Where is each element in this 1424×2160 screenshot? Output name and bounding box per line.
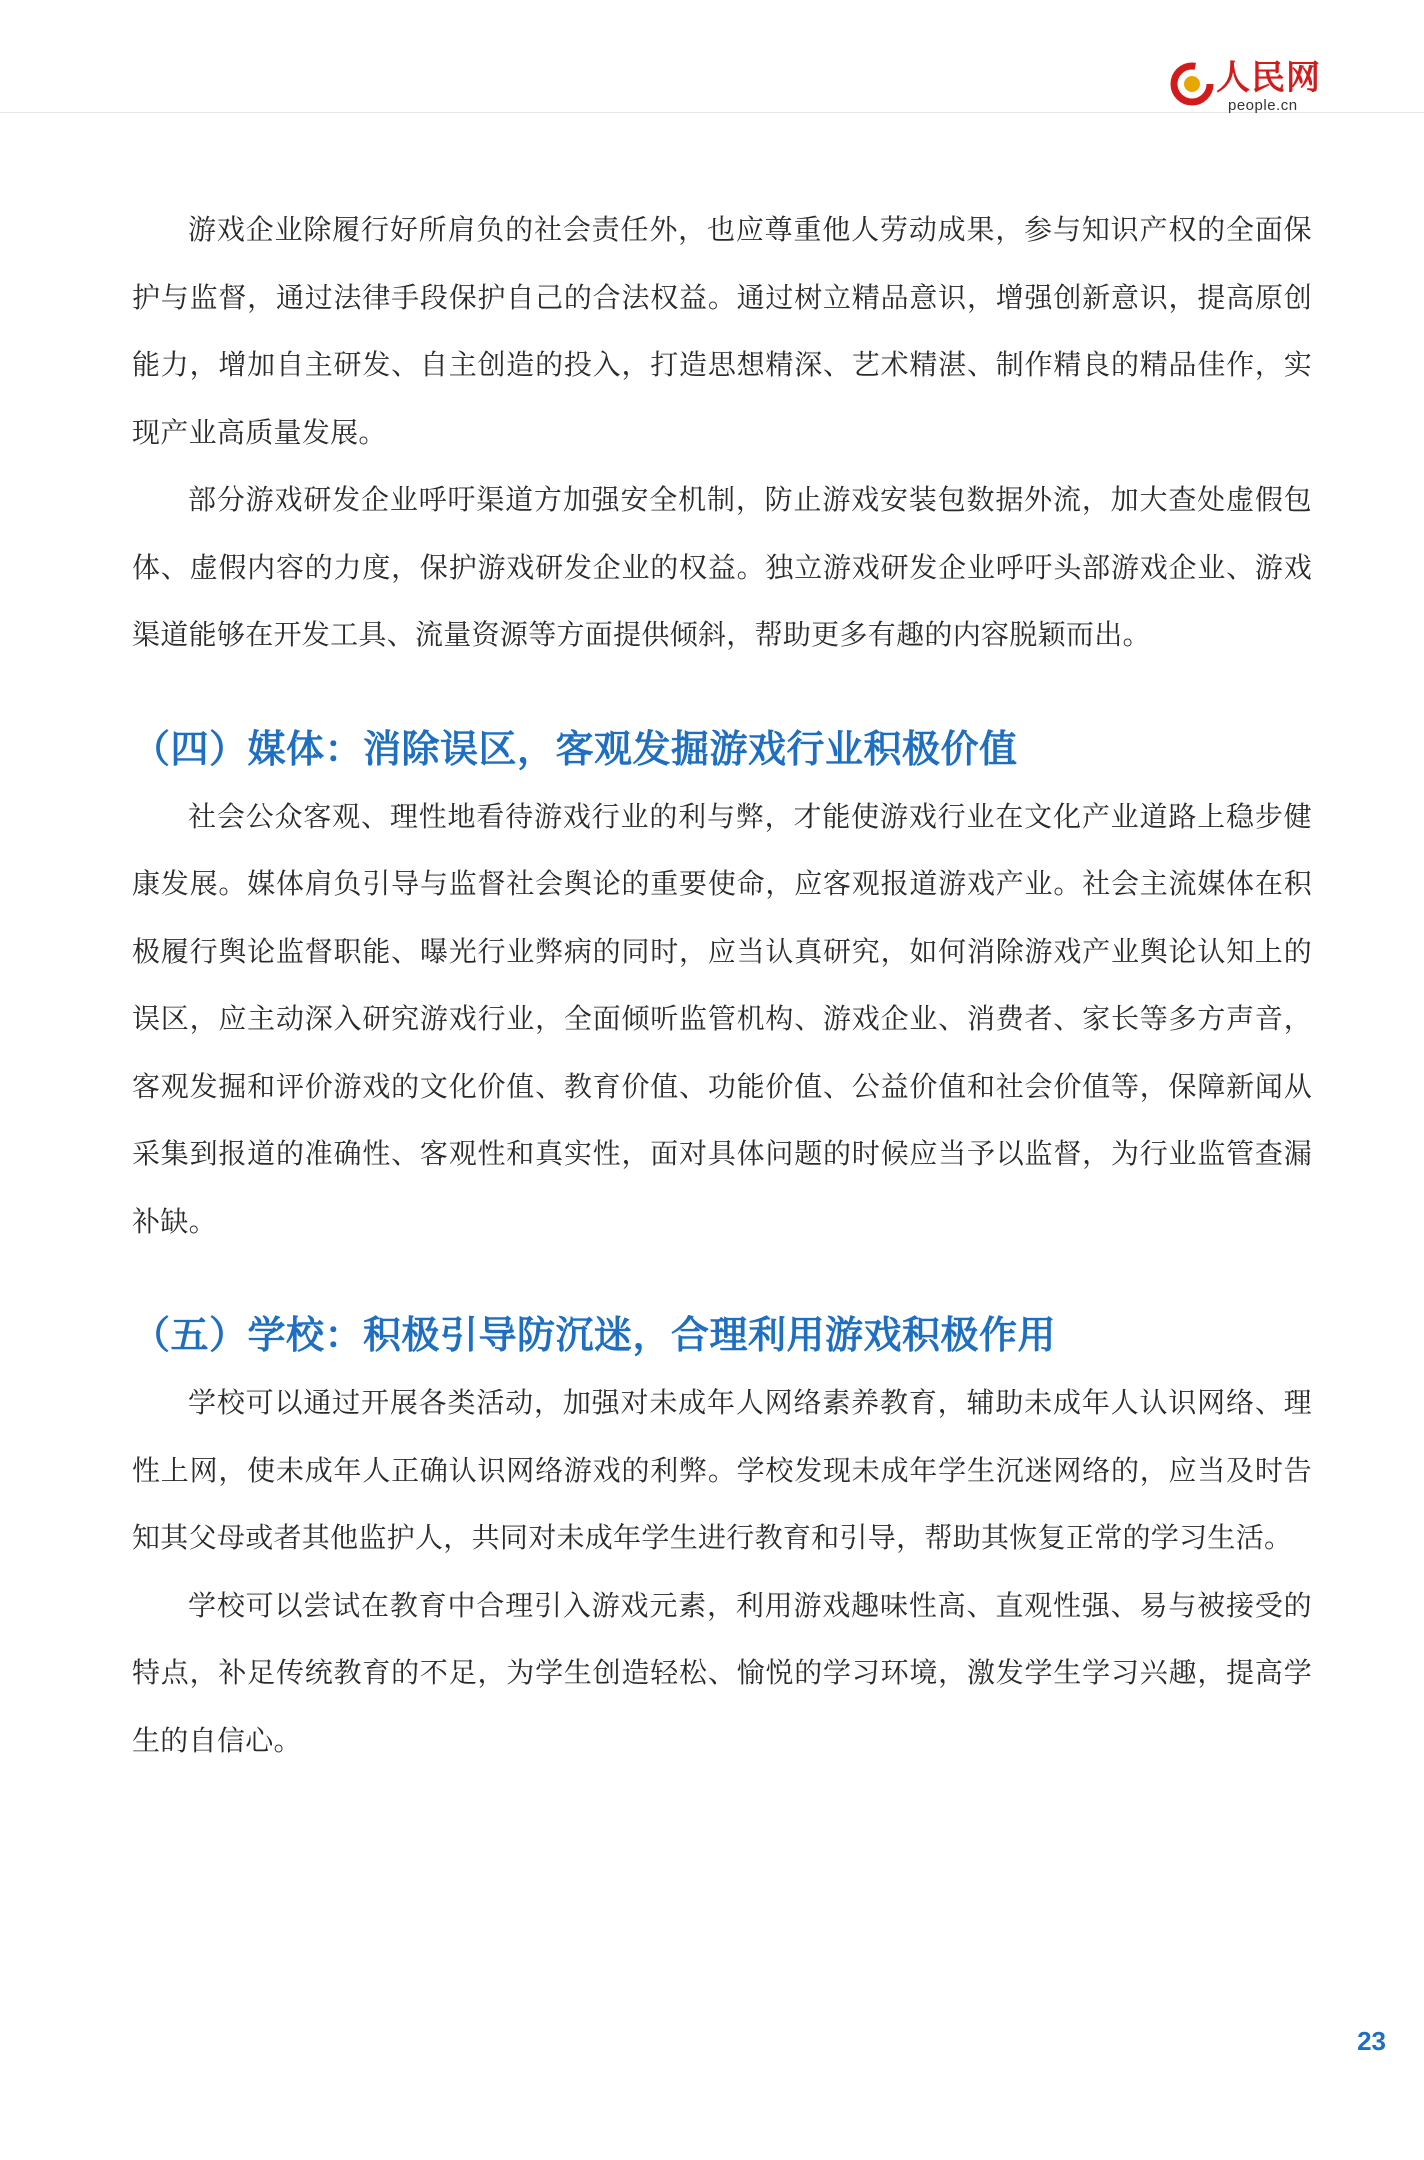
page-number: 23 [1357, 2026, 1386, 2056]
section-heading-school: （五）学校：积极引导防沉迷，合理利用游戏积极作用 [132, 1312, 1057, 1357]
body-paragraph: 游戏企业除履行好所肩负的社会责任外，也应尊重他人劳动成果，参与知识产权的全面保护与监督，通过法律手段保护自己的合法权益。通过树立精品意识，增强创新意识，提高原创能力，增加自主研发、自主创造的投入，打造思想精深、艺术精湛、制作精良的精品佳作，实现产业高质量发展。 [132, 213, 1312, 449]
body-paragraph: 部分游戏研发企业呼吁渠道方加强安全机制，防止游戏安装包数据外流，加大查处虚假包体、虚假内容的力度，保护游戏研发企业的权益。独立游戏研发企业呼吁头部游戏企业、游戏渠道能够在开发工具、流量资源等方面提供倾斜，帮助更多有趣的内容脱颖而出。 [132, 483, 1312, 651]
section-heading-media: （四）媒体：消除误区，客观发掘游戏行业积极价值 [132, 725, 1018, 771]
page-body [132, 196, 1312, 1774]
body-paragraph: 学校可以通过开展各类活动，加强对未成年人网络素养教育，辅助未成年人认识网络、理性上网，使未成年人正确认识网络游戏的利弊。学校发现未成年学生沉迷网络的，应当及时告知其父母或者其他监护人，共同对未成年学生进行教育和引导，帮助其恢复正常的学习生活。 [132, 1386, 1312, 1554]
body-paragraph: 社会公众客观、理性地看待游戏行业的利与弊，才能使游戏行业在文化产业道路上稳步健康发展。媒体肩负引导与监督社会舆论的重要使命，应客观报道游戏产业。社会主流媒体在积极履行舆论监督职能、曝光行业弊病的同时，应当认真研究，如何消除游戏产业舆论认知上的误区，应主动深入研究游戏行业，全面倾听监管机构、游戏企业、消费者、家长等多方声音，客观发掘和评价游戏的文化价值、教育价值、功能价值、公益价值和社会价值等，保障新闻从采集到报道的准确性、客观性和真实性，面对具体问题的时候应当予以监督，为行业监管查漏补缺。 [132, 799, 1312, 1238]
body-paragraph: 学校可以尝试在教育中合理引入游戏元素，利用游戏趣味性高、直观性强、易与被接受的特点，补足传统教育的不足，为学生创造轻松、愉悦的学习环境，激发学生学习兴趣，提高学生的自信心。 [132, 1588, 1312, 1757]
logo-swirl-icon [1170, 62, 1214, 106]
people-cn-logo [1170, 58, 1330, 118]
logo-chinese-text: 人民网 [1216, 58, 1321, 98]
page-header [0, 0, 1424, 113]
logo-english-text: people.cn [1228, 97, 1298, 114]
